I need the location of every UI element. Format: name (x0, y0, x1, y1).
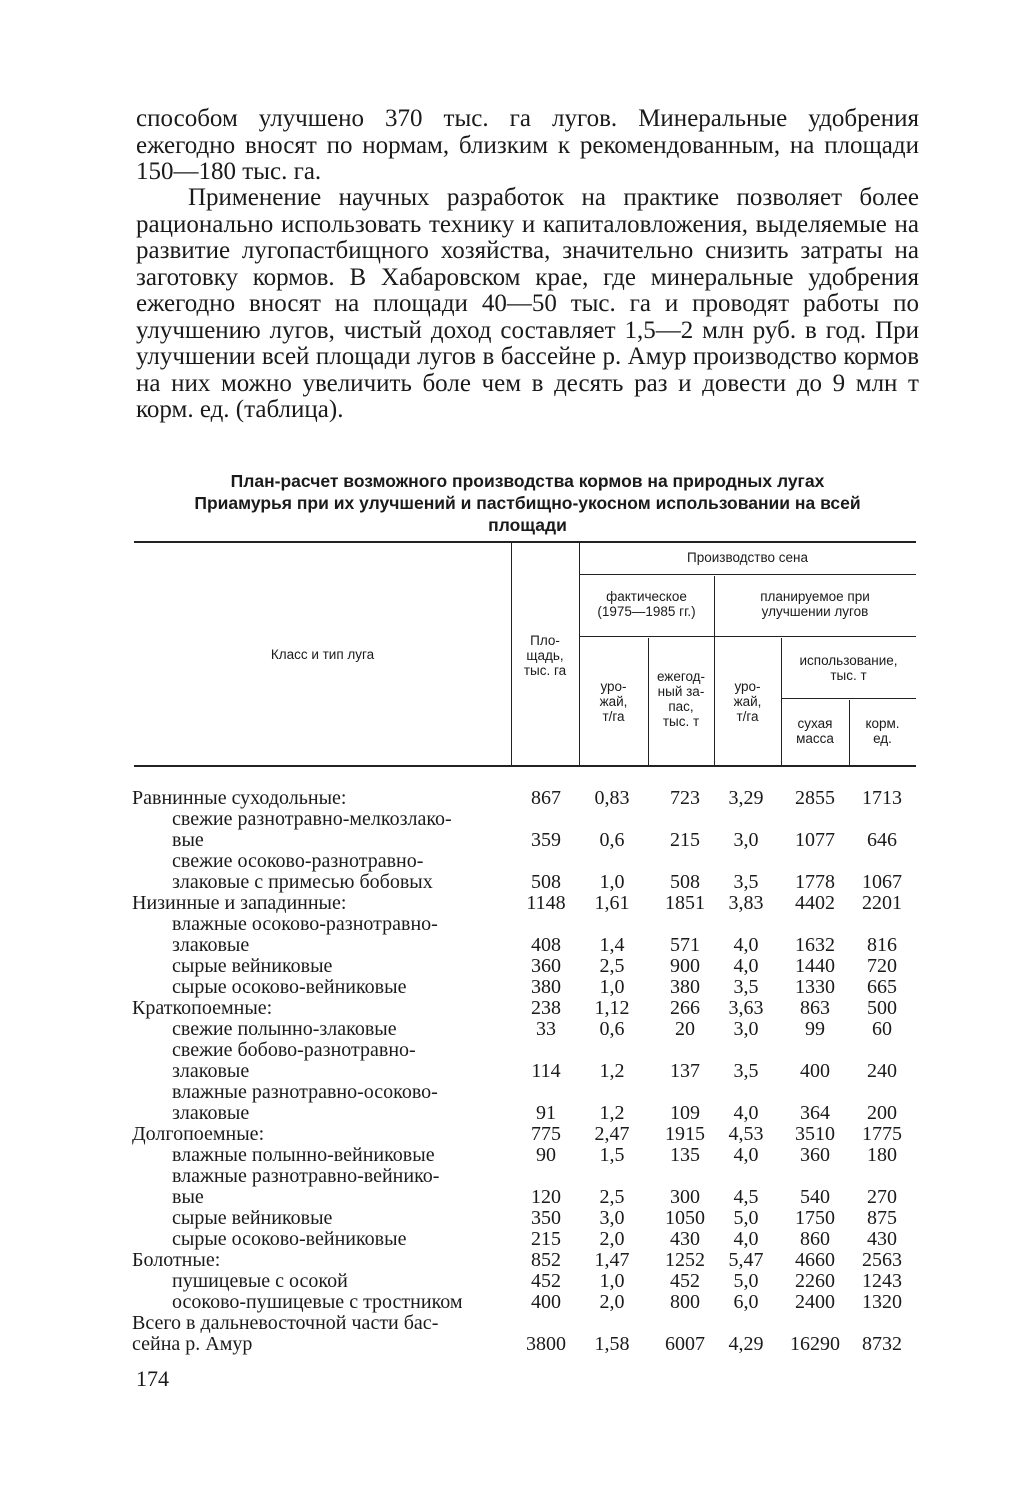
table-cell: 1,2 (599, 1102, 625, 1124)
table-cell: 3,0 (733, 1018, 759, 1040)
table-cell: 863 (800, 997, 830, 1019)
row-label: Краткопоемные: (132, 997, 273, 1019)
row-label: сырые осоково-вейниковые (172, 1228, 407, 1250)
table-cell: 266 (670, 997, 700, 1019)
row-label: сейна р. Амур (132, 1333, 253, 1355)
table-cell: 1,47 (594, 1249, 630, 1271)
table-cell: 2201 (862, 892, 902, 914)
table-cell: 1,12 (594, 997, 630, 1019)
table-cell: 540 (800, 1186, 830, 1208)
header-yield-actual: уро- жай, т/га (599, 679, 628, 724)
table-cell: 571 (670, 934, 700, 956)
table-cell: 135 (670, 1144, 700, 1166)
table-cell: 720 (867, 955, 897, 977)
table-cell: 16290 (790, 1333, 840, 1355)
caption-line-1: План-расчет возможного производства кормов на природных лугах (230, 471, 825, 491)
table-cell: 1,0 (599, 976, 625, 998)
table-cell: 238 (531, 997, 561, 1019)
table-cell: 500 (867, 997, 897, 1019)
table-cell: 852 (531, 1249, 561, 1271)
table-cell: 4402 (795, 892, 835, 914)
table-cell: 4,0 (733, 955, 759, 977)
table-cell: 400 (800, 1060, 830, 1082)
table-cell: 3,0 (599, 1207, 625, 1229)
page-number: 174 (136, 1366, 169, 1391)
table-cell: 360 (531, 955, 561, 977)
table-cell: 1440 (795, 955, 835, 977)
row-label: свежие разнотравно-мелкозлако- (172, 808, 452, 830)
table-cell: 4,0 (733, 1144, 759, 1166)
table-cell: 452 (670, 1270, 700, 1292)
table-cell: 215 (531, 1228, 561, 1250)
header-feed-units: корм. ед. (865, 716, 900, 746)
row-label: Болотные: (132, 1249, 221, 1271)
table-cell: 1,2 (599, 1060, 625, 1082)
table-cell: 240 (867, 1060, 897, 1082)
table-cell: 215 (670, 829, 700, 851)
table-row-values (0, 1332, 1021, 1356)
header-hay-production: Производство сена (687, 550, 808, 565)
row-label: влажные полынно-вейниковые (172, 1144, 435, 1166)
table-cell: 0,83 (594, 787, 630, 809)
table-cell: 400 (531, 1291, 561, 1313)
table-cell: 114 (531, 1060, 561, 1082)
table-cell: 8732 (862, 1333, 902, 1355)
table-cell: 508 (531, 871, 561, 893)
table-cell: 364 (800, 1102, 830, 1124)
table-cell: 20 (675, 1018, 695, 1040)
table-cell: 4,0 (733, 934, 759, 956)
row-label: свежие полынно-злаковые (172, 1018, 397, 1040)
table-cell: 2400 (795, 1291, 835, 1313)
table-cell: 4660 (795, 1249, 835, 1271)
table-cell: 3800 (526, 1333, 566, 1355)
table-cell: 1067 (862, 871, 902, 893)
table-cell: 1778 (795, 871, 835, 893)
row-label: Долгопоемные: (132, 1123, 265, 1145)
header-dry-mass: сухая масса (796, 716, 834, 746)
row-label: сырые вейниковые (172, 955, 333, 977)
table-cell: 1,4 (599, 934, 625, 956)
table-header (134, 541, 916, 767)
table-cell: 109 (670, 1102, 700, 1124)
header-annual-stock: ежегод- ный за- пас, тыс. т (656, 669, 706, 729)
table-cell: 60 (872, 1018, 892, 1040)
table-cell: 3,83 (728, 892, 764, 914)
table-cell: 4,0 (733, 1228, 759, 1250)
table-cell: 665 (867, 976, 897, 998)
table-cell: 1915 (665, 1123, 705, 1145)
table-cell: 1775 (862, 1123, 902, 1145)
header-actual: фактическое (1975—1985 гг.) (597, 589, 696, 619)
row-label: влажные разнотравно-вейнико- (172, 1165, 440, 1187)
table-cell: 91 (536, 1102, 556, 1124)
table-cell: 2,5 (599, 955, 625, 977)
table-caption (136, 470, 919, 536)
table-cell: 867 (531, 787, 561, 809)
table-cell: 2855 (795, 787, 835, 809)
table-cell: 350 (531, 1207, 561, 1229)
table-cell: 3,5 (733, 1060, 759, 1082)
table-cell: 5,0 (733, 1207, 759, 1229)
row-label: вые (172, 829, 204, 851)
table-cell: 2563 (862, 1249, 902, 1271)
table-cell: 875 (867, 1207, 897, 1229)
table-cell: 1050 (665, 1207, 705, 1229)
row-label: злаковые (172, 1102, 250, 1124)
table-cell: 6,0 (733, 1291, 759, 1313)
paragraph-2: Применение научных разработок на практике позволяет более рационально использовать технику и капиталовложения, выделяемые на развитие лугопастбищного хозяйства, значительно снизить затраты на заготовку кормов. В Хабаровском крае, где минеральные удобрения ежегодно вносят на площади 40—50 тыс. га и проводят работы по улучшению лугов, чистый доход составляет 1,5—2 млн руб. в год. При улучшении всей площади лугов в бассейне р. Амур производство кормов на них можно увеличить боле чем в десять раз и довести до 9 млн т корм. ед. (таблица). (136, 184, 919, 423)
table-cell: 3,29 (728, 787, 764, 809)
table-cell: 120 (531, 1186, 561, 1208)
row-label: злаковые (172, 934, 250, 956)
table-cell: 1713 (862, 787, 902, 809)
row-label: свежие бобово-разнотравно- (172, 1039, 416, 1061)
table-cell: 99 (805, 1018, 825, 1040)
row-label: свежие осоково-разнотравно- (172, 850, 424, 872)
table-cell: 1,58 (594, 1333, 630, 1355)
table-cell: 1,61 (594, 892, 630, 914)
row-label: влажные разнотравно-осоково- (172, 1081, 438, 1103)
table-cell: 180 (867, 1144, 897, 1166)
row-label: влажные осоково-разнотравно- (172, 913, 438, 935)
row-label: сырые осоково-вейниковые (172, 976, 407, 998)
table-cell: 1148 (526, 892, 566, 914)
table-cell: 1077 (795, 829, 835, 851)
table-cell: 6007 (665, 1333, 705, 1355)
table-cell: 3,5 (733, 871, 759, 893)
row-label: сырые вейниковые (172, 1207, 333, 1229)
table-cell: 2,0 (599, 1291, 625, 1313)
table-cell: 430 (670, 1228, 700, 1250)
table-cell: 1632 (795, 934, 835, 956)
row-label: Низинные и западинные: (132, 892, 347, 914)
table-cell: 1,0 (599, 871, 625, 893)
table-cell: 1252 (665, 1249, 705, 1271)
table-cell: 4,0 (733, 1102, 759, 1124)
table-cell: 1243 (862, 1270, 902, 1292)
table-cell: 3,63 (728, 997, 764, 1019)
table-cell: 3510 (795, 1123, 835, 1145)
paragraph-1: способом улучшено 370 тыс. га лугов. Минеральные удобрения ежегодно вносят по нормам, близким к рекомендованным, на площади 150—180 тыс. га. (136, 105, 919, 185)
row-label: злаковые (172, 1060, 250, 1082)
caption-line-3: площади (488, 515, 567, 535)
row-label: злаковые с примесью бобовых (172, 871, 433, 893)
table-cell: 270 (867, 1186, 897, 1208)
header-area: Пло- щадь, тыс. га (523, 633, 567, 678)
row-label: пушицевые с осокой (172, 1270, 348, 1292)
header-planned: планируемое при улучшении лугов (760, 589, 870, 619)
table-cell: 1851 (665, 892, 705, 914)
row-label: Равнинные суходольные: (132, 787, 347, 809)
table-cell: 3,0 (733, 829, 759, 851)
table-cell: 2,5 (599, 1186, 625, 1208)
table-cell: 33 (536, 1018, 556, 1040)
table-cell: 2,47 (594, 1123, 630, 1145)
table-cell: 860 (800, 1228, 830, 1250)
table-cell: 408 (531, 934, 561, 956)
table-cell: 508 (670, 871, 700, 893)
table-cell: 359 (531, 829, 561, 851)
header-yield-planned: уро- жай, т/га (733, 679, 762, 724)
table-cell: 430 (867, 1228, 897, 1250)
table-cell: 5,0 (733, 1270, 759, 1292)
caption-line-2: Приамурья при их улучшений и пастбищно-укосном использовании на всей (194, 493, 861, 513)
row-label: Всего в дальневосточной части бас- (132, 1312, 439, 1334)
table-cell: 90 (536, 1144, 556, 1166)
table-cell: 380 (670, 976, 700, 998)
row-label: осоково-пушицевые с тростником (172, 1291, 463, 1313)
table-cell: 1,5 (599, 1144, 625, 1166)
table-cell: 2,0 (599, 1228, 625, 1250)
table-cell: 1330 (795, 976, 835, 998)
table-cell: 723 (670, 787, 700, 809)
header-class-type: Класс и тип луга (270, 647, 375, 662)
table-cell: 4,53 (728, 1123, 764, 1145)
table-cell: 360 (800, 1144, 830, 1166)
table-cell: 2260 (795, 1270, 835, 1292)
table-cell: 0,6 (599, 829, 625, 851)
table-cell: 775 (531, 1123, 561, 1145)
row-label: вые (172, 1186, 204, 1208)
header-usage: использование, тыс. т (799, 653, 898, 683)
table-cell: 800 (670, 1291, 700, 1313)
table-cell: 4,29 (728, 1333, 764, 1355)
table-cell: 646 (867, 829, 897, 851)
table-cell: 3,5 (733, 976, 759, 998)
table-cell: 1,0 (599, 1270, 625, 1292)
table-cell: 4,5 (733, 1186, 759, 1208)
table-cell: 900 (670, 955, 700, 977)
table-cell: 380 (531, 976, 561, 998)
table-cell: 816 (867, 934, 897, 956)
table-cell: 200 (867, 1102, 897, 1124)
table-cell: 137 (670, 1060, 700, 1082)
table-cell: 300 (670, 1186, 700, 1208)
table-cell: 1320 (862, 1291, 902, 1313)
table-cell: 5,47 (728, 1249, 764, 1271)
table-cell: 1750 (795, 1207, 835, 1229)
table-cell: 452 (531, 1270, 561, 1292)
table-cell: 0,6 (599, 1018, 625, 1040)
